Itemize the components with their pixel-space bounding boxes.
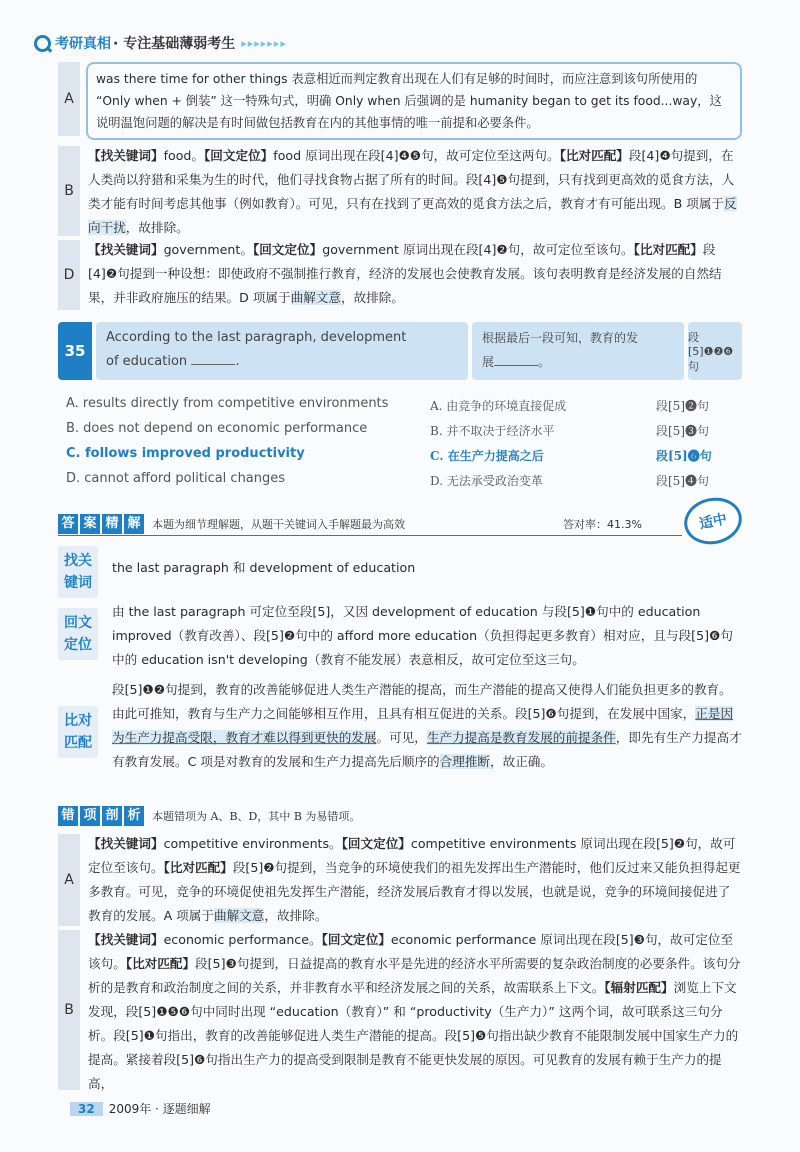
option-a-cn: A. 由竞争的环境直接促成 xyxy=(430,399,567,413)
option-label: A xyxy=(58,62,80,136)
answer-section-bar xyxy=(58,512,742,536)
step-text: 由 the last paragraph 可定位至段[5]，又因 development of education 与段[5]❶句中的 education improved（教育改善）、段[5]❷句中的 afford more education（负担得起更多教育）相对应，且与段[5]❻句中的 education isn't developing（教育不能发展）表意相反，故可定位至这三句。 xyxy=(112,604,733,667)
wrong-b-text: 【找关键词】economic performance。【回文定位】economic performance 原词出现在段[5]❸句，故可定位至该句。【比对匹配】段[5]❸句提到，日益提高的教育水平是先进的经济水平所需要的复杂政治制度的必要条件。该句分析的是教育和政治制度之间的关系，并非教育水平和经济发展之间的关系，故需联系上下文。【辐射匹配】浏览上下文发现，段[5]❶❺❻句中同时出现 “education（教育）” 和 “productivity（生产力）” 这两个词，故可联系这三句分析。段[5]❶句指出，教育的改善能够促进人类生产潜能的提高。段[5]❺句指出缺少教育不能限制发展中国家生产力的提高。紧接着段[5]❻句指出生产力的提高受到限制是教育不能更快发展的原因。可见教育的发展有赖于生产力的提高， xyxy=(88,932,741,1091)
wrong-section-bar xyxy=(58,804,742,828)
question-number: 35 xyxy=(58,322,92,380)
page-header xyxy=(34,32,287,54)
step-label: 比对匹配 xyxy=(58,706,98,758)
difficulty-badge: 适中 xyxy=(680,492,746,549)
page-footer xyxy=(70,1100,211,1117)
question-stem-en: According to the last paragraph, development of education . xyxy=(96,322,468,380)
brand-subtitle: · 专注基础薄弱考生 xyxy=(113,36,236,52)
search-q-icon xyxy=(34,35,51,52)
prev-option-a xyxy=(58,62,742,136)
step-locate xyxy=(58,600,742,674)
wrong-section-tag: 错 项 剖 析 xyxy=(58,806,146,826)
option-a-text: was there time for other things 表意相近而判定教育出现在人们有足够的时间时，而应注意到该句所使用的 “Only when + 倒装” 这一特殊句式，明确 Only when 后强调的是 humanity began to get its food...way，这说明温饱问题的解决是有时间做包括教育在内的其他事情的唯一前提和必要条件。 xyxy=(86,62,742,140)
question-box xyxy=(58,322,742,380)
option-b-cn: B. 并不取决于经济水平 xyxy=(430,424,555,438)
option-d-text: 【找关键词】government。【回文定位】government 原词出现在段[4]❷句，故可定位至该句。【比对匹配】段[4]❷句提到一种设想：即使政府不强制推行教育，经济的发展也会使教育发展。该句表明教育是经济发展的自然结果，并非政府施压的结果。D 项属于曲解文意，故排除。 xyxy=(88,242,722,305)
option-b-loc: 段[5]❸句 xyxy=(656,424,709,438)
wrong-option-b xyxy=(58,930,742,1090)
option-c-en: C. follows improved productivity xyxy=(66,446,305,461)
step-label: 回文定位 xyxy=(58,608,98,660)
option-a-loc: 段[5]❷句 xyxy=(656,399,709,413)
brand-title: 考研真相 xyxy=(55,36,111,52)
step-find-keywords xyxy=(58,546,742,592)
prev-option-b xyxy=(58,146,742,236)
prev-option-d xyxy=(58,240,742,310)
option-b-text: 【找关键词】food。【回文定位】food 原词出现在段[4]❹❺句，故可定位至这两句。【比对匹配】段[4]❹句提到，在人类尚以狩猎和采集为生的时代，他们寻找食物占据了所有的时间。段[4]❺句提到，只有找到更高效的觅食方法，人类才能有时间考虑其他事（例如教育）。可见，只有在找到了更高效的觅食方法之后，教育才有可能出现。B 项属于反向干扰，故排除。 xyxy=(88,148,737,235)
step-text: the last paragraph 和 development of education xyxy=(112,560,416,575)
option-d-loc: 段[5]❹句 xyxy=(656,474,709,488)
answer-section-note: 本题为细节理解题，从题干关键词入手解题最为高效 xyxy=(152,518,405,531)
option-label: B xyxy=(58,930,80,1090)
question-stem-cn: 根据最后一段可知，教育的发 展 。 xyxy=(472,322,684,380)
option-a-en: A. results directly from competitive environments xyxy=(66,396,389,411)
step-text: 段[5]❶❷句提到，教育的改善能够促进人类生产潜能的提高，而生产潜能的提高又使得人们能负担更多的教育。由此可推知，教育与生产力之间能够相互作用，且具有相互促进的关系。段[5]❻句提到，在发展中国家，正是因为生产力提高受限，教育才难以得到更快的发展。可见，生产力提高是教育发展的前提条件，即先有生产力提高才有教育发展。C 项是对教育的发展和生产力提高先后顺序的合理推断，故正确。 xyxy=(112,682,742,769)
option-d-en: D. cannot afford political changes xyxy=(66,471,286,486)
wrong-option-a xyxy=(58,834,742,926)
option-label: A xyxy=(58,834,80,926)
wrong-a-text: 【找关键词】competitive environments。【回文定位】competitive environments 原词出现在段[5]❷句，故可定位至该句。【比对匹配】段[5]❷句提到，当竞争的环境使我们的祖先发挥出生产潜能时，他们反过来又能负担得起更多教育。可见，竞争的环境促使祖先发挥生产潜能，经济发展后教育才得以发展，也就是说，竞争的环境间接促进了教育的发展。A 项属于曲解文意，故排除。 xyxy=(88,836,741,923)
option-c-cn: C. 在生产力提高之后 xyxy=(430,449,544,463)
wrong-section-note: 本题错项为 A、B、D，其中 B 为易错项。 xyxy=(152,810,361,823)
step-label: 找关键词 xyxy=(58,546,98,598)
option-label: B xyxy=(58,146,80,236)
option-d-cn: D. 无法承受政治变革 xyxy=(430,474,543,488)
answer-section-tag: 答 案 精 解 xyxy=(58,514,146,534)
correct-rate: 答对率：41.3% xyxy=(563,518,642,531)
footer-label: 2009年 · 逐题细解 xyxy=(108,1102,211,1116)
arrows-decoration-icon: ▸▸▸▸▸▸▸ xyxy=(241,36,287,50)
option-label: D xyxy=(58,240,80,310)
question-location: 段[5]❶❷❻句 xyxy=(688,322,742,380)
step-match xyxy=(58,678,742,798)
page-number: 32 xyxy=(70,1102,103,1116)
option-b-en: B. does not depend on economic performance xyxy=(66,421,368,436)
option-c-loc: 段[5]❻句 xyxy=(656,449,712,463)
